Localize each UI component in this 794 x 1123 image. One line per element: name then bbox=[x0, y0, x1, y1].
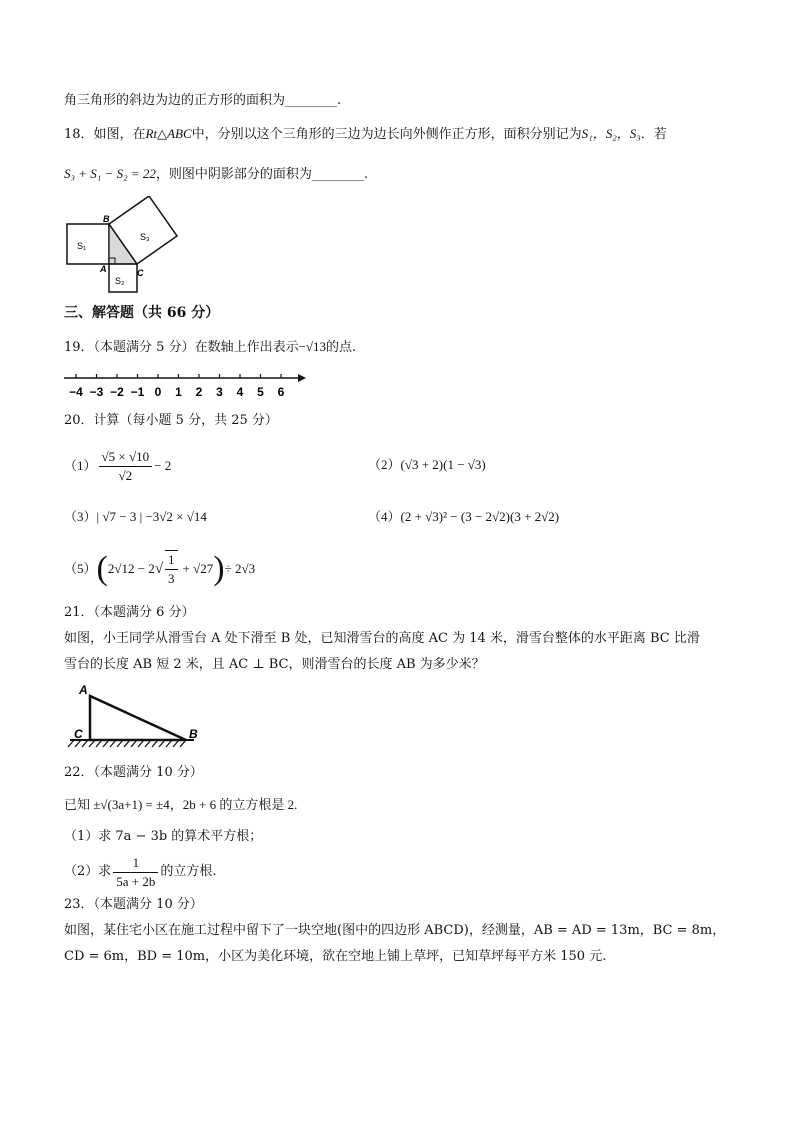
label-s3: S₃ bbox=[140, 232, 150, 242]
label-b: B bbox=[189, 727, 198, 741]
q18-areas: S₁，S₂，S₃ bbox=[581, 126, 641, 141]
q20-p5-close-paren: ) bbox=[213, 550, 225, 587]
number-line-tick-label: −4 bbox=[69, 385, 83, 399]
q20-p5-denominator: 3 bbox=[168, 571, 175, 586]
section-3-heading: 三、解答题（共 66 分） bbox=[64, 305, 220, 321]
q20-p5-fraction bbox=[165, 550, 178, 588]
q20-p5-radical: √ bbox=[154, 561, 164, 577]
q20-p1-numerator: √5 × √10 bbox=[99, 448, 153, 467]
q22-p2-tail: 的立方根. bbox=[160, 864, 217, 879]
number-line-tick-label: 3 bbox=[216, 385, 223, 399]
number-line-tick-label: −2 bbox=[110, 385, 124, 399]
q20-p5-tail: ÷ 2√3 bbox=[224, 561, 256, 576]
q20-p4-label: （4） bbox=[368, 509, 401, 524]
square-s1 bbox=[67, 224, 109, 264]
number-line-tick-label: −3 bbox=[89, 385, 104, 399]
q21-heading: 21．（本题满分 6 分） bbox=[64, 605, 195, 620]
q20-p3-expr: | √7 − 3 | −3√2 × √14 bbox=[96, 509, 207, 524]
q20-p5-label: （5） bbox=[64, 561, 97, 576]
q18-figure bbox=[62, 196, 192, 298]
q18-question: ，则图中阴影部分的面积为________. bbox=[155, 167, 369, 182]
q20-p5-open-paren: ( bbox=[96, 550, 108, 587]
q20-part4 bbox=[368, 508, 559, 526]
label-s2: S₂ bbox=[115, 276, 125, 286]
q19-end: 的点. bbox=[326, 340, 357, 355]
q20-p2-expr: (√3 + 2)(1 − √3) bbox=[400, 457, 486, 472]
ski-slope-triangle bbox=[90, 696, 186, 740]
label-s1: S₁ bbox=[77, 241, 87, 251]
q20-p5-numerator: 1 bbox=[165, 551, 178, 570]
q20-p5-b: + √27 bbox=[182, 561, 214, 576]
q20-p1-tail: − 2 bbox=[154, 458, 172, 473]
number-line-tick-label: 1 bbox=[175, 385, 182, 399]
q20-p3-label: （3） bbox=[64, 509, 97, 524]
q18-mid: 中，分别以这个三角形的三边为边长向外侧作正方形，面积分别记为 bbox=[191, 127, 582, 142]
q21-line1: 如图，小王同学从滑雪台 A 处下滑至 B 处，已知滑雪台的高度 AC 为 14 米，滑雪台整体的水平距离 BC 比滑 bbox=[64, 631, 700, 646]
q22-heading: 22．（本题满分 10 分） bbox=[64, 765, 203, 780]
q20-part3 bbox=[64, 508, 207, 526]
number-line-tick-label: 5 bbox=[257, 385, 264, 399]
q20-p4-expr: (2 + √3)² − (3 − 2√2)(3 + 2√2) bbox=[400, 509, 560, 524]
q20-p1-denominator: √2 bbox=[118, 467, 133, 483]
q18-end: ．若 bbox=[640, 127, 667, 142]
number-line bbox=[62, 368, 306, 402]
q18-triangle: Rt△ABC bbox=[145, 126, 192, 141]
q21-line2: 雪台的长度 AB 短 2 米，且 AC ⊥ BC，则滑雪台的长度 AB 为多少米？ bbox=[64, 657, 485, 672]
number-line-tick-label: 0 bbox=[154, 385, 162, 399]
q18-line1 bbox=[64, 125, 667, 144]
number-line-tick-label: 6 bbox=[277, 385, 285, 399]
label-c: C bbox=[137, 268, 144, 278]
q20-p5-a: 2√12 − 2 bbox=[107, 561, 155, 576]
q21-figure bbox=[62, 682, 212, 748]
q22-part2 bbox=[64, 852, 217, 892]
q23-heading: 23．（本题满分 10 分） bbox=[64, 897, 203, 912]
q20-part2 bbox=[368, 456, 486, 474]
q18-prefix: 18．如图，在 bbox=[64, 127, 146, 142]
q18-line2 bbox=[64, 165, 368, 184]
number-line-tick-label: 2 bbox=[195, 385, 203, 399]
q22-part1: （1）求 7a − 3b 的算术平方根； bbox=[64, 829, 263, 844]
number-line-tick-label: 4 bbox=[236, 385, 244, 399]
q20-heading: 20．计算（每小题 5 分，共 25 分） bbox=[64, 413, 278, 428]
q22-p2-fraction bbox=[113, 854, 158, 891]
label-a: A bbox=[100, 264, 107, 274]
q19-text: 19．（本题满分 5 分）在数轴上作出表示 bbox=[64, 340, 299, 355]
hatch-line bbox=[75, 740, 81, 747]
q23-line1: 如图，某住宅小区在施工过程中留下了一块空地(图中的四边形 ABCD)，经测量，AB = AD = 13m，BC = 8m， bbox=[64, 923, 726, 938]
q20-part1 bbox=[64, 446, 171, 486]
label-b: B bbox=[103, 214, 110, 224]
number-line-arrow bbox=[298, 374, 306, 382]
q19-math: −√13 bbox=[298, 339, 327, 354]
q22-p2-numerator: 1 bbox=[113, 854, 158, 873]
q20-p1-fraction bbox=[99, 448, 153, 485]
q18-equation: S₃ + S₁ − S₂ = 22 bbox=[64, 166, 156, 181]
hatch-line bbox=[68, 740, 74, 747]
q20-p2-label: （2） bbox=[368, 457, 401, 472]
q19-line bbox=[64, 338, 356, 357]
q20-p1-label: （1） bbox=[64, 458, 97, 473]
q20-part5 bbox=[64, 546, 255, 592]
hatch-line bbox=[82, 740, 88, 747]
label-c: C bbox=[74, 727, 83, 741]
q22-p2-label: （2）求 bbox=[64, 864, 112, 879]
q23-line2: CD = 6m，BD = 10m，小区为美化环境，欲在空地上铺上草坪，已知草坪每平方米 150 元. bbox=[64, 949, 607, 964]
label-a: A bbox=[79, 683, 88, 697]
continued-question-text: 角三角形的斜边为边的正方形的面积为________. bbox=[64, 93, 342, 108]
number-line-tick-label: −1 bbox=[130, 385, 145, 399]
q22-given: 已知 ±√(3a+1) = ±4，2b + 6 的立方根是 2. bbox=[64, 797, 298, 812]
q22-p2-denominator: 5a + 2b bbox=[116, 873, 156, 889]
